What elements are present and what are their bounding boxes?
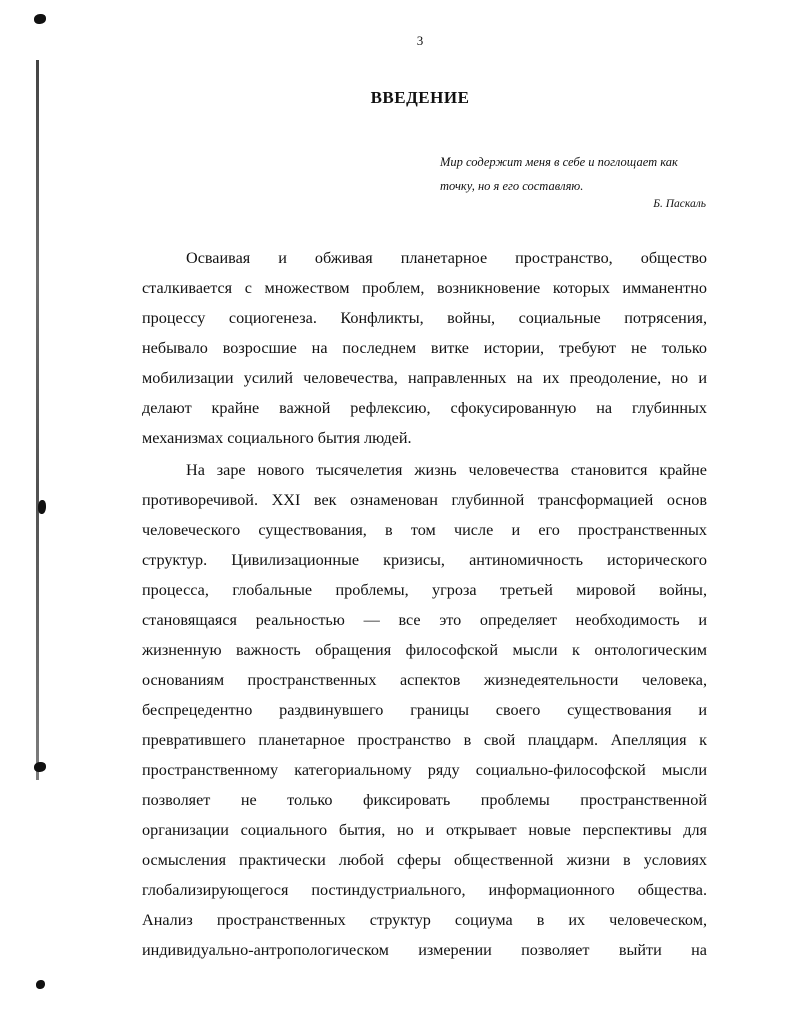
epigraph-line: точку, но я его составляю. <box>440 179 584 193</box>
scan-mark <box>36 980 45 989</box>
text-line: основаниям пространственных аспектов жизнедеятельности человека, <box>142 671 707 689</box>
text-line: механизмах социального бытия людей. <box>142 429 412 447</box>
scan-mark <box>34 14 46 24</box>
text-line: Анализ пространственных структур социума в их человеческом, <box>142 911 707 929</box>
scan-margin-line <box>36 60 39 780</box>
scan-mark <box>38 500 46 514</box>
text-line: структур. Цивилизационные кризисы, антиномичность исторического <box>142 551 707 569</box>
text-line: глобализирующегося постиндустриального, информационного общества. <box>142 881 707 899</box>
epigraph-author: Б. Паскаль <box>653 198 706 210</box>
scan-mark <box>34 762 46 772</box>
page-title: ВВЕДЕНИЕ <box>370 88 470 107</box>
text-line: индивидуально-антропологическом измерении позволяет выйти на <box>142 941 707 959</box>
text-line: противоречивой. XXI век ознаменован глубинной трансформацией основ <box>142 491 707 509</box>
text-line: организации социального бытия, но и открывает новые перспективы для <box>142 821 707 839</box>
text-line: мобилизации усилий человечества, направленных на их преодоление, но и <box>142 369 707 387</box>
paragraph <box>142 455 707 965</box>
text-line: сталкивается с множеством проблем, возникновение которых имманентно <box>142 279 707 297</box>
text-line: беспрецедентно раздвинувшего границы своего существования и <box>142 701 707 719</box>
epigraph-line: Мир содержит меня в себе и поглощает как <box>440 155 678 169</box>
text-line: становящаяся реальностью — все это определяет необходимость и <box>142 611 707 629</box>
page-number: 3 <box>416 33 424 48</box>
text-line: человеческого существования, в том числе и его пространственных <box>142 521 707 539</box>
text-line: процесса, глобальные проблемы, угроза третьей мировой войны, <box>142 581 707 599</box>
paragraph <box>142 243 707 453</box>
text-line: жизненную важность обращения философской мысли к онтологическим <box>142 641 707 659</box>
text-line: На заре нового тысячелетия жизнь человечества становится крайне <box>186 461 707 479</box>
text-line: превратившего планетарное пространство в свой плацдарм. Апелляция к <box>142 731 707 749</box>
text-line: делают крайне важной рефлексию, сфокусированную на глубинных <box>142 399 707 417</box>
text-line: позволяет не только фиксировать проблемы пространственной <box>142 791 707 809</box>
text-line: пространственному категориальному ряду социально-философской мысли <box>142 761 707 779</box>
text-line: осмысления практически любой сферы общественной жизни в условиях <box>142 851 707 869</box>
body-text <box>142 243 707 967</box>
text-line: Осваивая и обживая планетарное пространство, общество <box>186 249 707 267</box>
epigraph <box>440 150 712 198</box>
text-line: небывало возросшие на последнем витке истории, требуют не только <box>142 339 707 357</box>
text-line: процессу социогенеза. Конфликты, войны, социальные потрясения, <box>142 309 707 327</box>
